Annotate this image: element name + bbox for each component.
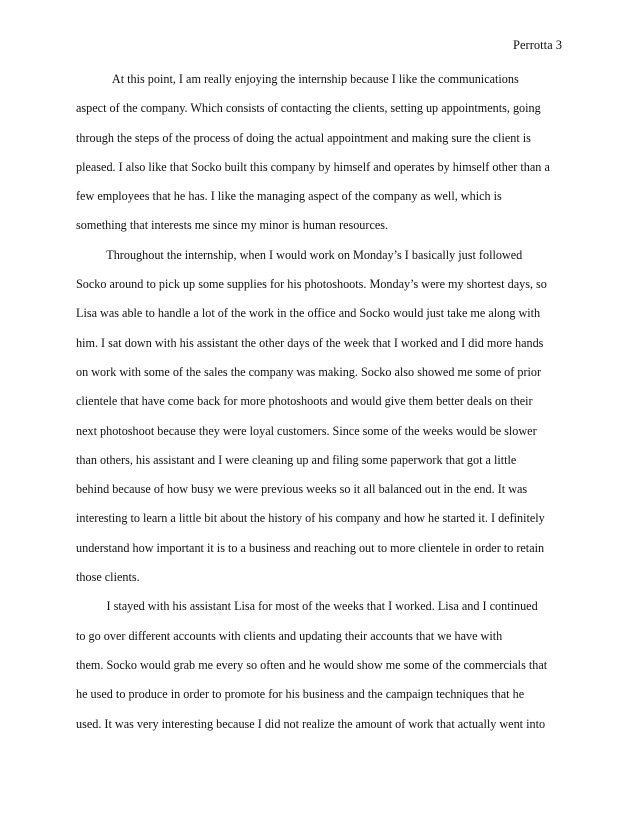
text-line: Lisa was able to handle a lot of the work in the office and Socko would just take me along with xyxy=(76,306,541,321)
text-line: those clients. xyxy=(76,570,140,585)
text-line: understand how important it is to a business and reaching out to more clientele in order to retain xyxy=(76,540,545,555)
running-head: Perrotta 3 xyxy=(513,38,562,52)
text-line: pleased. I also like that Socko built this company by himself and operates by himself other than a xyxy=(76,159,550,174)
text-line: he used to produce in order to promote for his business and the campaign techniques that he xyxy=(76,687,525,702)
text-line: than others, his assistant and I were cleaning up and filing some paperwork that got a little xyxy=(76,452,517,467)
text-line: At this point, I am really enjoying the internship because I like the communications xyxy=(76,72,519,86)
text-line: to go over different accounts with clients and updating their accounts that we have with xyxy=(76,628,503,643)
paragraph xyxy=(76,248,566,600)
text-line: interesting to learn a little bit about the history of his company and how he started it. I definitely xyxy=(76,511,545,526)
text-line: aspect of the company. Which consists of contacting the clients, setting up appointments, going xyxy=(76,101,541,116)
text-line: few employees that he has. I like the managing aspect of the company as well, which is xyxy=(76,189,502,204)
text-line: behind because of how busy we were previous weeks so it all balanced out in the end. It was xyxy=(76,482,528,497)
text-line: something that interests me since my minor is human resources. xyxy=(76,218,389,233)
text-line: clientele that have come back for more photoshoots and would give them better deals on their xyxy=(76,394,533,409)
text-line: Socko around to pick up some supplies for his photoshoots. Monday’s were my shortest days, so xyxy=(76,277,547,292)
text-line: Throughout the internship, when I would work on Monday’s I basically just followed xyxy=(76,247,523,262)
text-line: next photoshoot because they were loyal customers. Since some of the weeks would be slower xyxy=(76,423,537,438)
text-line: I stayed with his assistant Lisa for most of the weeks that I worked. Lisa and I continued xyxy=(76,599,538,614)
text-line: through the steps of the process of doing the actual appointment and making sure the client is xyxy=(76,130,531,145)
text-line: on work with some of the sales the company was making. Socko also showed me some of prior xyxy=(76,364,542,379)
text-line: them. Socko would grab me every so often and he would show me some of the commercials that xyxy=(76,657,548,672)
paragraph xyxy=(76,72,566,248)
paragraph xyxy=(76,599,566,745)
text-line: used. It was very interesting because I did not realize the amount of work that actually went into xyxy=(76,716,546,731)
body-text xyxy=(76,72,566,746)
text-line: him. I sat down with his assistant the other days of the week that I worked and I did more hands xyxy=(76,335,544,350)
